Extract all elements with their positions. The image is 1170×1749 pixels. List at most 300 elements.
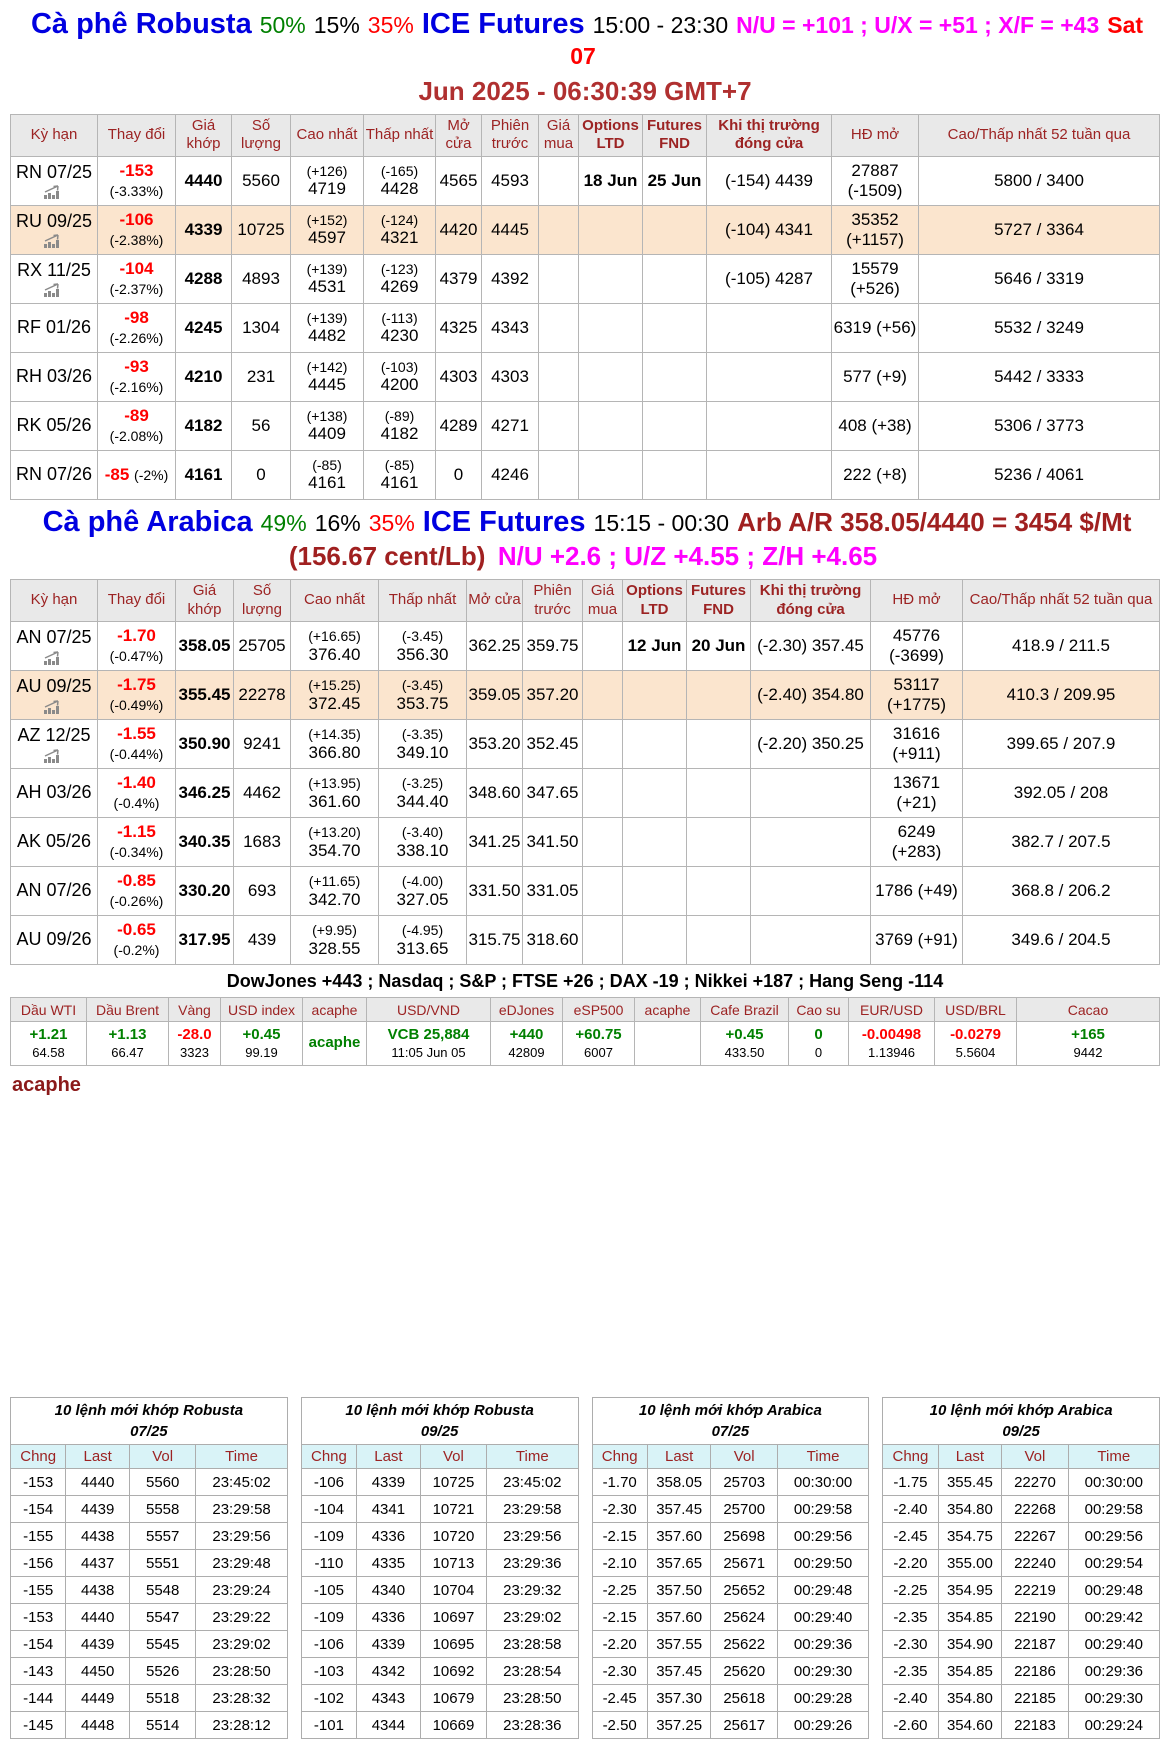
order-last: 4344 [357,1712,421,1739]
order-row [592,1604,869,1631]
order-last: 357.25 [647,1712,711,1739]
order-row [592,1658,869,1685]
low-delta: (-3.45) [401,677,444,694]
order-vol: 22185 [1002,1685,1068,1712]
order-vol: 5560 [129,1469,195,1496]
chart-icon[interactable] [42,699,66,715]
bid-price [583,818,623,867]
index-value: 64.58 [32,1045,65,1060]
order-chng: -110 [301,1550,356,1577]
market-close [707,402,832,451]
open-price: 4565 [436,157,482,206]
index-header: eSP500 [563,998,635,1022]
order-chng: -2.35 [883,1658,938,1685]
order-time: 00:29:48 [777,1577,868,1604]
chart-icon[interactable] [42,282,66,298]
order-chng: -2.50 [592,1712,647,1739]
orders-table-title: 10 lệnh mới khớp Robusta 09/25 [301,1398,578,1445]
order-vol: 10704 [420,1577,486,1604]
open-interest: 408 (+38) [832,402,919,451]
order-chng: -154 [11,1496,66,1523]
order-time: 23:28:50 [196,1658,287,1685]
chart-icon[interactable] [42,233,66,249]
futures-fnd [643,402,707,451]
order-last: 357.65 [647,1550,711,1577]
bid-price [583,769,623,818]
chart-icon[interactable] [42,650,66,666]
column-header: Thay đổi [98,114,176,157]
high-delta: (+11.65) [308,873,361,890]
order-time: 00:29:50 [777,1550,868,1577]
order-chng: -156 [11,1550,66,1577]
table-row [11,671,1160,720]
futures-fnd [643,255,707,304]
order-column-header: Time [777,1445,868,1469]
order-vol: 5526 [129,1658,195,1685]
index-header: eDJones [491,998,563,1022]
chart-icon[interactable] [42,184,66,200]
index-value: 6007 [584,1045,613,1060]
market-close: (-105) 4287 [707,255,832,304]
order-vol: 25618 [711,1685,777,1712]
order-row [301,1577,578,1604]
index-header: USD/BRL [935,998,1017,1022]
arabica-pct-green: 49% [260,510,307,536]
order-last: 4437 [66,1550,130,1577]
last-price: 4210 [176,353,232,402]
high-delta: (+126) [306,163,348,180]
order-vol: 10692 [420,1658,486,1685]
order-vol: 10697 [420,1604,486,1631]
last-price: 317.95 [176,916,234,965]
order-row [301,1631,578,1658]
volume: 1304 [232,304,291,353]
change-percent: (-0.26%) [109,893,164,910]
bid-price [539,451,579,500]
low-delta: (-113) [381,310,418,327]
order-last: 4336 [357,1523,421,1550]
order-vol: 5557 [129,1523,195,1550]
volume: 693 [234,867,291,916]
order-chng: -2.30 [592,1496,647,1523]
change-value: -1.70 [117,625,156,645]
table-row [11,720,1160,769]
open-interest: 45776 (-3699) [871,622,963,671]
orders-table-title: 10 lệnh mới khớp Robusta 07/25 [11,1398,288,1445]
order-vol: 10695 [420,1631,486,1658]
column-header: Mở cửa [436,114,482,157]
order-time: 00:29:30 [1068,1685,1159,1712]
index-header: acaphe [635,998,701,1022]
market-close: (-104) 4341 [707,206,832,255]
change-value: -106 [119,209,154,229]
world-markets-line: DowJones +443 ; Nasdaq ; S&P ; FTSE +26 ; DAX -19 ; Nikkei +187 ; Hang Seng -114 [226,971,944,992]
order-chng: -2.60 [883,1712,938,1739]
order-last: 4440 [66,1469,130,1496]
order-time: 23:28:36 [487,1712,578,1739]
column-header: Kỳ hạn [11,579,98,622]
order-time: 23:45:02 [487,1469,578,1496]
order-last: 357.30 [647,1685,711,1712]
column-header: Số lượng [234,579,291,622]
order-row [883,1577,1160,1604]
order-chng: -2.30 [592,1658,647,1685]
table-row [11,451,1160,500]
order-column-header: Chng [301,1445,356,1469]
index-change: +1.13 [108,1026,147,1044]
order-chng: -106 [301,1631,356,1658]
index-header: acaphe [303,998,367,1022]
robusta-pct-green: 50% [259,12,306,38]
prev-session: 347.65 [523,769,583,818]
order-chng: -2.25 [592,1577,647,1604]
order-time: 23:29:58 [487,1496,578,1523]
robusta-day: Sat 07 [570,12,1144,70]
order-time: 00:29:30 [777,1658,868,1685]
contract-code: RN 07/25 [15,161,93,182]
market-close: (-154) 4439 [707,157,832,206]
order-tables [10,1397,1160,1739]
low-price: 4321 [380,228,419,248]
bid-price [583,622,623,671]
orders-header-row [883,1445,1160,1469]
order-time: 23:29:48 [196,1550,287,1577]
column-header: Mở cửa [467,579,523,622]
prev-session: 4593 [482,157,539,206]
high-delta: (+152) [306,212,348,229]
change-percent: (-2.26%) [109,330,164,346]
last-price: 340.35 [176,818,234,867]
table-row [11,206,1160,255]
order-vol: 5548 [129,1577,195,1604]
contract-code: AN 07/26 [16,880,92,901]
order-vol: 10713 [420,1550,486,1577]
order-last: 354.85 [938,1658,1002,1685]
index-header: Cao su [789,998,849,1022]
range-52w: 418.9 / 211.5 [963,622,1160,671]
order-vol: 5558 [129,1496,195,1523]
chart-icon[interactable] [42,748,66,764]
order-column-header: Chng [592,1445,647,1469]
robusta-trading-hours: 15:00 - 23:30 [592,12,729,38]
order-row [883,1604,1160,1631]
order-vol: 22219 [1002,1577,1068,1604]
prev-session: 4445 [482,206,539,255]
order-vol: 25671 [711,1550,777,1577]
index-header: Cafe Brazil [701,998,789,1022]
index-header: Cacao [1017,998,1160,1022]
change-value: -0.65 [117,919,156,939]
order-last: 357.45 [647,1496,711,1523]
index-header: USD/VND [367,998,491,1022]
orders-table-arabica-0725 [592,1397,870,1739]
index-value: 11:05 Jun 05 [391,1045,466,1060]
futures-fnd [643,304,707,353]
low-price: 356.30 [396,644,449,664]
low-price: 4182 [380,424,419,444]
order-column-header: Last [938,1445,1002,1469]
volume: 231 [232,353,291,402]
market-close: (-2.20) 350.25 [751,720,871,769]
open-interest: 15579 (+526) [832,255,919,304]
order-chng: -2.20 [592,1631,647,1658]
volume: 439 [234,916,291,965]
last-price: 4440 [176,157,232,206]
order-time: 00:29:56 [777,1523,868,1550]
order-chng: -2.10 [592,1550,647,1577]
bid-price [583,916,623,965]
order-chng: -103 [301,1658,356,1685]
order-row [11,1658,288,1685]
low-price: 4230 [380,326,419,346]
arabica-pct-red: 35% [368,510,415,536]
order-time: 00:29:42 [1068,1604,1159,1631]
order-column-header: Time [1068,1445,1159,1469]
futures-fnd [687,818,751,867]
robusta-futures-table [10,114,1160,501]
arabica-title: Cà phê Arabica [42,506,253,538]
table-row [11,304,1160,353]
order-row [301,1496,578,1523]
index-value: 66.47 [111,1045,144,1060]
order-time: 23:28:32 [196,1685,287,1712]
order-chng: -2.35 [883,1604,938,1631]
range-52w: 349.6 / 204.5 [963,916,1160,965]
low-price: 338.10 [396,840,449,860]
low-delta: (-3.45) [401,628,444,645]
high-price: 4445 [308,375,346,395]
change-percent: (-0.34%) [109,844,164,861]
high-price: 4531 [308,277,346,297]
column-header: Giá mua [539,114,579,157]
prev-session: 318.60 [523,916,583,965]
order-chng: -2.20 [883,1550,938,1577]
order-vol: 22187 [1002,1631,1068,1658]
column-header: Futures FND [687,579,751,622]
order-row [883,1496,1160,1523]
options-ltd [579,304,643,353]
range-52w: 5236 / 4061 [919,451,1160,500]
prev-session: 4392 [482,255,539,304]
index-change: +165 [1071,1026,1105,1044]
order-time: 23:28:50 [487,1685,578,1712]
table-row [11,818,1160,867]
order-vol: 10679 [420,1685,486,1712]
low-delta: (-4.95) [401,922,444,939]
futures-fnd [643,451,707,500]
order-chng: -153 [11,1469,66,1496]
options-ltd [623,818,687,867]
last-price: 4288 [176,255,232,304]
order-row [301,1685,578,1712]
column-header: Cao nhất [291,114,364,157]
table-row [11,402,1160,451]
column-header: Thay đổi [98,579,176,622]
futures-fnd [687,671,751,720]
high-price: 4482 [308,326,346,346]
order-last: 4449 [66,1685,130,1712]
last-price: 355.45 [176,671,234,720]
order-vol: 25617 [711,1712,777,1739]
order-chng: -106 [301,1469,356,1496]
order-column-header: Chng [11,1445,66,1469]
low-price: 4161 [380,473,419,493]
order-last: 4440 [66,1604,130,1631]
order-last: 355.00 [938,1550,1002,1577]
column-header: Số lượng [232,114,291,157]
orders-table-title: 10 lệnh mới khớp Arabica 09/25 [883,1398,1160,1445]
range-52w: 5727 / 3364 [919,206,1160,255]
order-row [592,1469,869,1496]
low-price: 313.65 [396,938,449,958]
column-header: Options LTD [579,114,643,157]
order-chng: -2.15 [592,1523,647,1550]
market-close [751,916,871,965]
order-time: 00:29:58 [777,1496,868,1523]
open-interest: 13671 (+21) [871,769,963,818]
options-ltd [579,451,643,500]
high-delta: (+13.95) [308,775,361,792]
change-percent: (-2.38%) [109,232,164,248]
range-52w: 392.05 / 208 [963,769,1160,818]
index-value: 9442 [1073,1045,1103,1060]
order-last: 357.50 [647,1577,711,1604]
open-price: 315.75 [467,916,523,965]
contract-code: AK 05/26 [16,831,92,852]
range-52w: 410.3 / 209.95 [963,671,1160,720]
bid-price [539,255,579,304]
order-vol: 10725 [420,1469,486,1496]
low-price: 4269 [380,277,419,297]
change-percent: (-2.16%) [109,379,164,395]
order-last: 358.05 [647,1469,711,1496]
order-last: 4336 [357,1604,421,1631]
high-price: 376.40 [308,644,361,664]
order-time: 00:29:36 [777,1631,868,1658]
orders-header-row [592,1445,869,1469]
market-close: (-2.30) 357.45 [751,622,871,671]
arabica-exchange: ICE Futures [422,506,586,538]
order-vol: 25698 [711,1523,777,1550]
bid-price [539,157,579,206]
bid-price [583,867,623,916]
arabica-header [10,504,1160,573]
order-chng: -144 [11,1685,66,1712]
order-row [301,1469,578,1496]
bid-price [583,671,623,720]
open-price: 353.20 [467,720,523,769]
open-price: 331.50 [467,867,523,916]
range-52w: 399.65 / 207.9 [963,720,1160,769]
last-price: 4182 [176,402,232,451]
prev-session: 331.05 [523,867,583,916]
order-vol: 25622 [711,1631,777,1658]
futures-fnd [687,916,751,965]
open-interest: 35352 (+1157) [832,206,919,255]
order-chng: -2.30 [883,1631,938,1658]
open-interest: 3769 (+91) [871,916,963,965]
index-value: 0 [814,1045,823,1060]
robusta-table-header-row [11,114,1160,157]
market-close [751,769,871,818]
order-vol: 10669 [420,1712,486,1739]
order-chng: -109 [301,1523,356,1550]
volume: 10725 [232,206,291,255]
indices-table [10,997,1160,1066]
high-delta: (+16.65) [308,628,361,645]
order-chng: -155 [11,1577,66,1604]
last-price: 330.20 [176,867,234,916]
order-last: 4439 [66,1496,130,1523]
index-change: -0.00498 [861,1026,922,1044]
change-value: -1.15 [117,821,156,841]
index-change: acaphe [308,1034,361,1052]
order-chng: -145 [11,1712,66,1739]
robusta-header [10,6,1160,108]
open-price: 348.60 [467,769,523,818]
index-value: 42809 [508,1045,545,1060]
column-header: Futures FND [643,114,707,157]
order-chng: -1.70 [592,1469,647,1496]
order-vol: 10721 [420,1496,486,1523]
order-time: 00:29:36 [1068,1658,1159,1685]
change-percent: (-0.2%) [113,942,160,959]
order-vol: 25700 [711,1496,777,1523]
robusta-title: Cà phê Robusta [30,8,252,40]
volume: 0 [232,451,291,500]
order-time: 23:29:36 [487,1550,578,1577]
options-ltd [623,671,687,720]
low-delta: (-103) [380,359,419,376]
change-value: -104 [119,258,154,278]
column-header: Phiên trước [523,579,583,622]
low-delta: (-165) [380,163,419,180]
options-ltd [579,402,643,451]
change-percent: (-0.4%) [113,795,160,812]
index-header: Dầu WTI [11,998,87,1022]
change-percent: (-0.49%) [109,697,164,714]
order-row [883,1469,1160,1496]
order-chng: -154 [11,1631,66,1658]
order-time: 23:29:56 [196,1523,287,1550]
order-row [592,1685,869,1712]
table-row [11,255,1160,304]
futures-fnd: 20 Jun [687,622,751,671]
index-change: +0.45 [725,1026,764,1044]
change-value: -98 [124,307,149,327]
table-row [11,916,1160,965]
order-row [301,1658,578,1685]
high-delta: (+13.20) [308,824,361,841]
contract-code: RN 07/26 [15,464,93,485]
low-delta: (-3.40) [401,824,444,841]
high-price: 354.70 [308,840,361,860]
table-row [11,353,1160,402]
open-interest: 53117 (+1775) [871,671,963,720]
bid-price [539,402,579,451]
order-time: 23:28:12 [196,1712,287,1739]
bid-price [539,304,579,353]
order-column-header: Last [357,1445,421,1469]
volume: 5560 [232,157,291,206]
index-change: 0 [814,1026,823,1044]
order-last: 354.85 [938,1604,1002,1631]
futures-fnd [643,206,707,255]
order-time: 23:45:02 [196,1469,287,1496]
order-column-header: Chng [883,1445,938,1469]
order-column-header: Vol [1002,1445,1068,1469]
order-time: 23:28:54 [487,1658,578,1685]
